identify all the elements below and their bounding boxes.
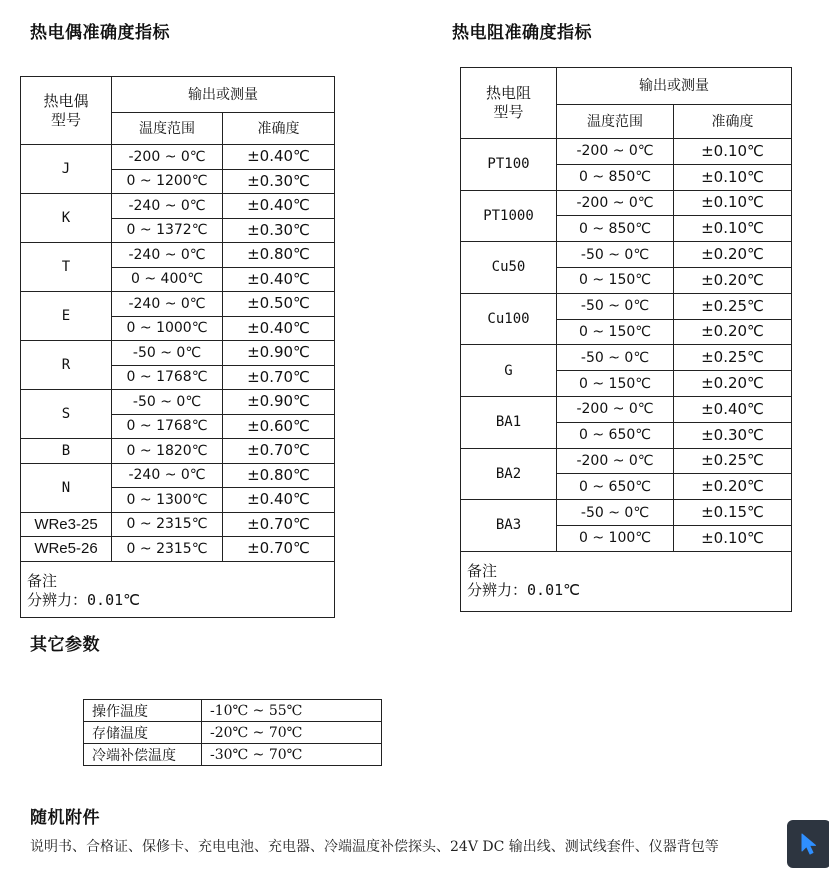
range-cell: 0 ~ 850℃ bbox=[557, 216, 674, 242]
range-cell: 0 ~ 1768℃ bbox=[112, 365, 223, 390]
accuracy-cell: ±0.40℃ bbox=[223, 488, 335, 513]
range-cell: 0 ~ 1300℃ bbox=[112, 488, 223, 513]
accuracy-cell: ±0.70℃ bbox=[223, 512, 335, 537]
header-model bbox=[461, 68, 557, 139]
header-accuracy: 准确度 bbox=[223, 113, 335, 145]
range-cell: 0 ~ 850℃ bbox=[557, 164, 674, 190]
range-cell: -200 ~ 0℃ bbox=[112, 145, 223, 170]
model-cell: S bbox=[21, 390, 112, 439]
range-cell: 0 ~ 1000℃ bbox=[112, 316, 223, 341]
other-params-table bbox=[83, 699, 382, 766]
table-row bbox=[461, 139, 792, 165]
table-row bbox=[461, 242, 792, 268]
accuracy-cell: ±0.20℃ bbox=[674, 371, 792, 397]
accuracy-cell: ±0.70℃ bbox=[223, 365, 335, 390]
accuracy-cell: ±0.50℃ bbox=[223, 292, 335, 317]
note-label: 备注 bbox=[467, 561, 498, 580]
thermocouple-note bbox=[21, 561, 335, 617]
accuracy-cell: ±0.20℃ bbox=[674, 267, 792, 293]
accuracy-cell: ±0.80℃ bbox=[223, 243, 335, 268]
rtd-note bbox=[461, 551, 792, 611]
range-cell: -50 ~ 0℃ bbox=[557, 500, 674, 526]
table-row bbox=[21, 292, 335, 317]
range-cell: 0 ~ 650℃ bbox=[557, 422, 674, 448]
range-cell: -50 ~ 0℃ bbox=[557, 345, 674, 371]
param-label: 操作温度 bbox=[84, 700, 202, 722]
accuracy-cell: ±0.90℃ bbox=[223, 390, 335, 415]
accuracy-cell: ±0.60℃ bbox=[223, 414, 335, 439]
header-output: 输出或测量 bbox=[557, 68, 792, 105]
accuracy-cell: ±0.10℃ bbox=[674, 216, 792, 242]
table-row bbox=[21, 463, 335, 488]
accuracy-cell: ±0.10℃ bbox=[674, 525, 792, 551]
range-cell: 0 ~ 2315℃ bbox=[112, 512, 223, 537]
thermocouple-accuracy-table bbox=[20, 76, 335, 618]
table-row bbox=[461, 448, 792, 474]
accuracy-cell: ±0.20℃ bbox=[674, 319, 792, 345]
accuracy-cell: ±0.70℃ bbox=[223, 439, 335, 464]
range-cell: -240 ~ 0℃ bbox=[112, 194, 223, 219]
range-cell: 0 ~ 100℃ bbox=[557, 525, 674, 551]
model-cell: PT1000 bbox=[461, 190, 557, 242]
accuracy-cell: ±0.70℃ bbox=[223, 537, 335, 562]
model-cell: WRe5-26 bbox=[21, 537, 112, 562]
param-label: 存储温度 bbox=[84, 722, 202, 744]
range-cell: 0 ~ 150℃ bbox=[557, 319, 674, 345]
model-cell: E bbox=[21, 292, 112, 341]
accuracy-cell: ±0.25℃ bbox=[674, 345, 792, 371]
range-cell: -240 ~ 0℃ bbox=[112, 243, 223, 268]
thermocouple-title: 热电偶准确度指标 bbox=[30, 23, 170, 43]
accuracy-cell: ±0.20℃ bbox=[674, 242, 792, 268]
model-cell: WRe3-25 bbox=[21, 512, 112, 537]
header-range: 温度范围 bbox=[557, 105, 674, 139]
table-row bbox=[461, 293, 792, 319]
range-cell: 0 ~ 1768℃ bbox=[112, 414, 223, 439]
range-cell: -200 ~ 0℃ bbox=[557, 190, 674, 216]
resolution-label: 分辨力： bbox=[467, 580, 528, 599]
model-cell: N bbox=[21, 463, 112, 512]
param-value: -10℃ ~ 55℃ bbox=[202, 700, 382, 722]
param-label: 冷端补偿温度 bbox=[84, 744, 202, 766]
range-cell: -50 ~ 0℃ bbox=[112, 390, 223, 415]
accuracy-cell: ±0.40℃ bbox=[223, 145, 335, 170]
range-cell: 0 ~ 1200℃ bbox=[112, 169, 223, 194]
accuracy-cell: ±0.20℃ bbox=[674, 474, 792, 500]
range-cell: -50 ~ 0℃ bbox=[557, 293, 674, 319]
range-cell: 0 ~ 650℃ bbox=[557, 474, 674, 500]
range-cell: -50 ~ 0℃ bbox=[112, 341, 223, 366]
range-cell: -200 ~ 0℃ bbox=[557, 139, 674, 165]
table-row bbox=[21, 341, 335, 366]
range-cell: 0 ~ 1820℃ bbox=[112, 439, 223, 464]
range-cell: -200 ~ 0℃ bbox=[557, 448, 674, 474]
model-cell: T bbox=[21, 243, 112, 292]
accessories-text: 说明书、合格证、保修卡、充电电池、充电器、冷端温度补偿探头、24V DC 输出线、测试线套件、仪器背包等 bbox=[30, 839, 719, 855]
range-cell: -240 ~ 0℃ bbox=[112, 463, 223, 488]
param-value: -30℃ ~ 70℃ bbox=[202, 744, 382, 766]
resolution-value: 0.01℃ bbox=[527, 580, 580, 599]
table-row bbox=[21, 537, 335, 562]
range-cell: -200 ~ 0℃ bbox=[557, 396, 674, 422]
range-cell: -240 ~ 0℃ bbox=[112, 292, 223, 317]
accuracy-cell: ±0.10℃ bbox=[674, 190, 792, 216]
model-cell: PT100 bbox=[461, 139, 557, 191]
table-row bbox=[461, 190, 792, 216]
model-cell: K bbox=[21, 194, 112, 243]
accuracy-cell: ±0.40℃ bbox=[674, 396, 792, 422]
header-accuracy: 准确度 bbox=[674, 105, 792, 139]
model-cell: BA3 bbox=[461, 500, 557, 552]
accuracy-cell: ±0.30℃ bbox=[223, 169, 335, 194]
table-row bbox=[461, 345, 792, 371]
accuracy-cell: ±0.30℃ bbox=[674, 422, 792, 448]
accuracy-cell: ±0.25℃ bbox=[674, 293, 792, 319]
accuracy-cell: ±0.30℃ bbox=[223, 218, 335, 243]
resolution-label: 分辨力： bbox=[27, 590, 88, 609]
table-row bbox=[21, 512, 335, 537]
model-cell: G bbox=[461, 345, 557, 397]
table-row bbox=[461, 500, 792, 526]
table-row bbox=[21, 194, 335, 219]
accuracy-cell: ±0.40℃ bbox=[223, 267, 335, 292]
resolution-value: 0.01℃ bbox=[87, 590, 140, 609]
header-model bbox=[21, 77, 112, 145]
table-row bbox=[21, 390, 335, 415]
cursor-tool-button[interactable] bbox=[787, 820, 829, 868]
header-range: 温度范围 bbox=[112, 113, 223, 145]
model-cell: R bbox=[21, 341, 112, 390]
model-cell: J bbox=[21, 145, 112, 194]
model-cell: Cu50 bbox=[461, 242, 557, 294]
model-cell: BA1 bbox=[461, 396, 557, 448]
accuracy-cell: ±0.40℃ bbox=[223, 316, 335, 341]
model-cell: Cu100 bbox=[461, 293, 557, 345]
range-cell: 0 ~ 150℃ bbox=[557, 371, 674, 397]
cursor-arrow-icon bbox=[801, 833, 817, 855]
accuracy-cell: ±0.90℃ bbox=[223, 341, 335, 366]
accuracy-cell: ±0.15℃ bbox=[674, 500, 792, 526]
model-cell: B bbox=[21, 439, 112, 464]
accuracy-cell: ±0.40℃ bbox=[223, 194, 335, 219]
header-output: 输出或测量 bbox=[112, 77, 335, 113]
accuracy-cell: ±0.10℃ bbox=[674, 139, 792, 165]
header-model-line1: 热电阻 型号 bbox=[485, 84, 531, 121]
range-cell: -50 ~ 0℃ bbox=[557, 242, 674, 268]
rtd-title: 热电阻准确度指标 bbox=[452, 23, 592, 43]
rtd-accuracy-table bbox=[460, 67, 792, 612]
accuracy-cell: ±0.80℃ bbox=[223, 463, 335, 488]
accuracy-cell: ±0.10℃ bbox=[674, 164, 792, 190]
table-row bbox=[21, 243, 335, 268]
model-cell: BA2 bbox=[461, 448, 557, 500]
range-cell: 0 ~ 150℃ bbox=[557, 267, 674, 293]
range-cell: 0 ~ 1372℃ bbox=[112, 218, 223, 243]
range-cell: 0 ~ 2315℃ bbox=[112, 537, 223, 562]
note-label: 备注 bbox=[27, 571, 58, 590]
param-value: -20℃ ~ 70℃ bbox=[202, 722, 382, 744]
accuracy-cell: ±0.25℃ bbox=[674, 448, 792, 474]
range-cell: 0 ~ 400℃ bbox=[112, 267, 223, 292]
table-row bbox=[21, 439, 335, 464]
other-params-title: 其它参数 bbox=[30, 635, 100, 655]
table-row bbox=[21, 145, 335, 170]
table-row bbox=[461, 396, 792, 422]
header-model-line1: 热电偶 型号 bbox=[43, 91, 89, 129]
accessories-title: 随机附件 bbox=[30, 808, 100, 828]
